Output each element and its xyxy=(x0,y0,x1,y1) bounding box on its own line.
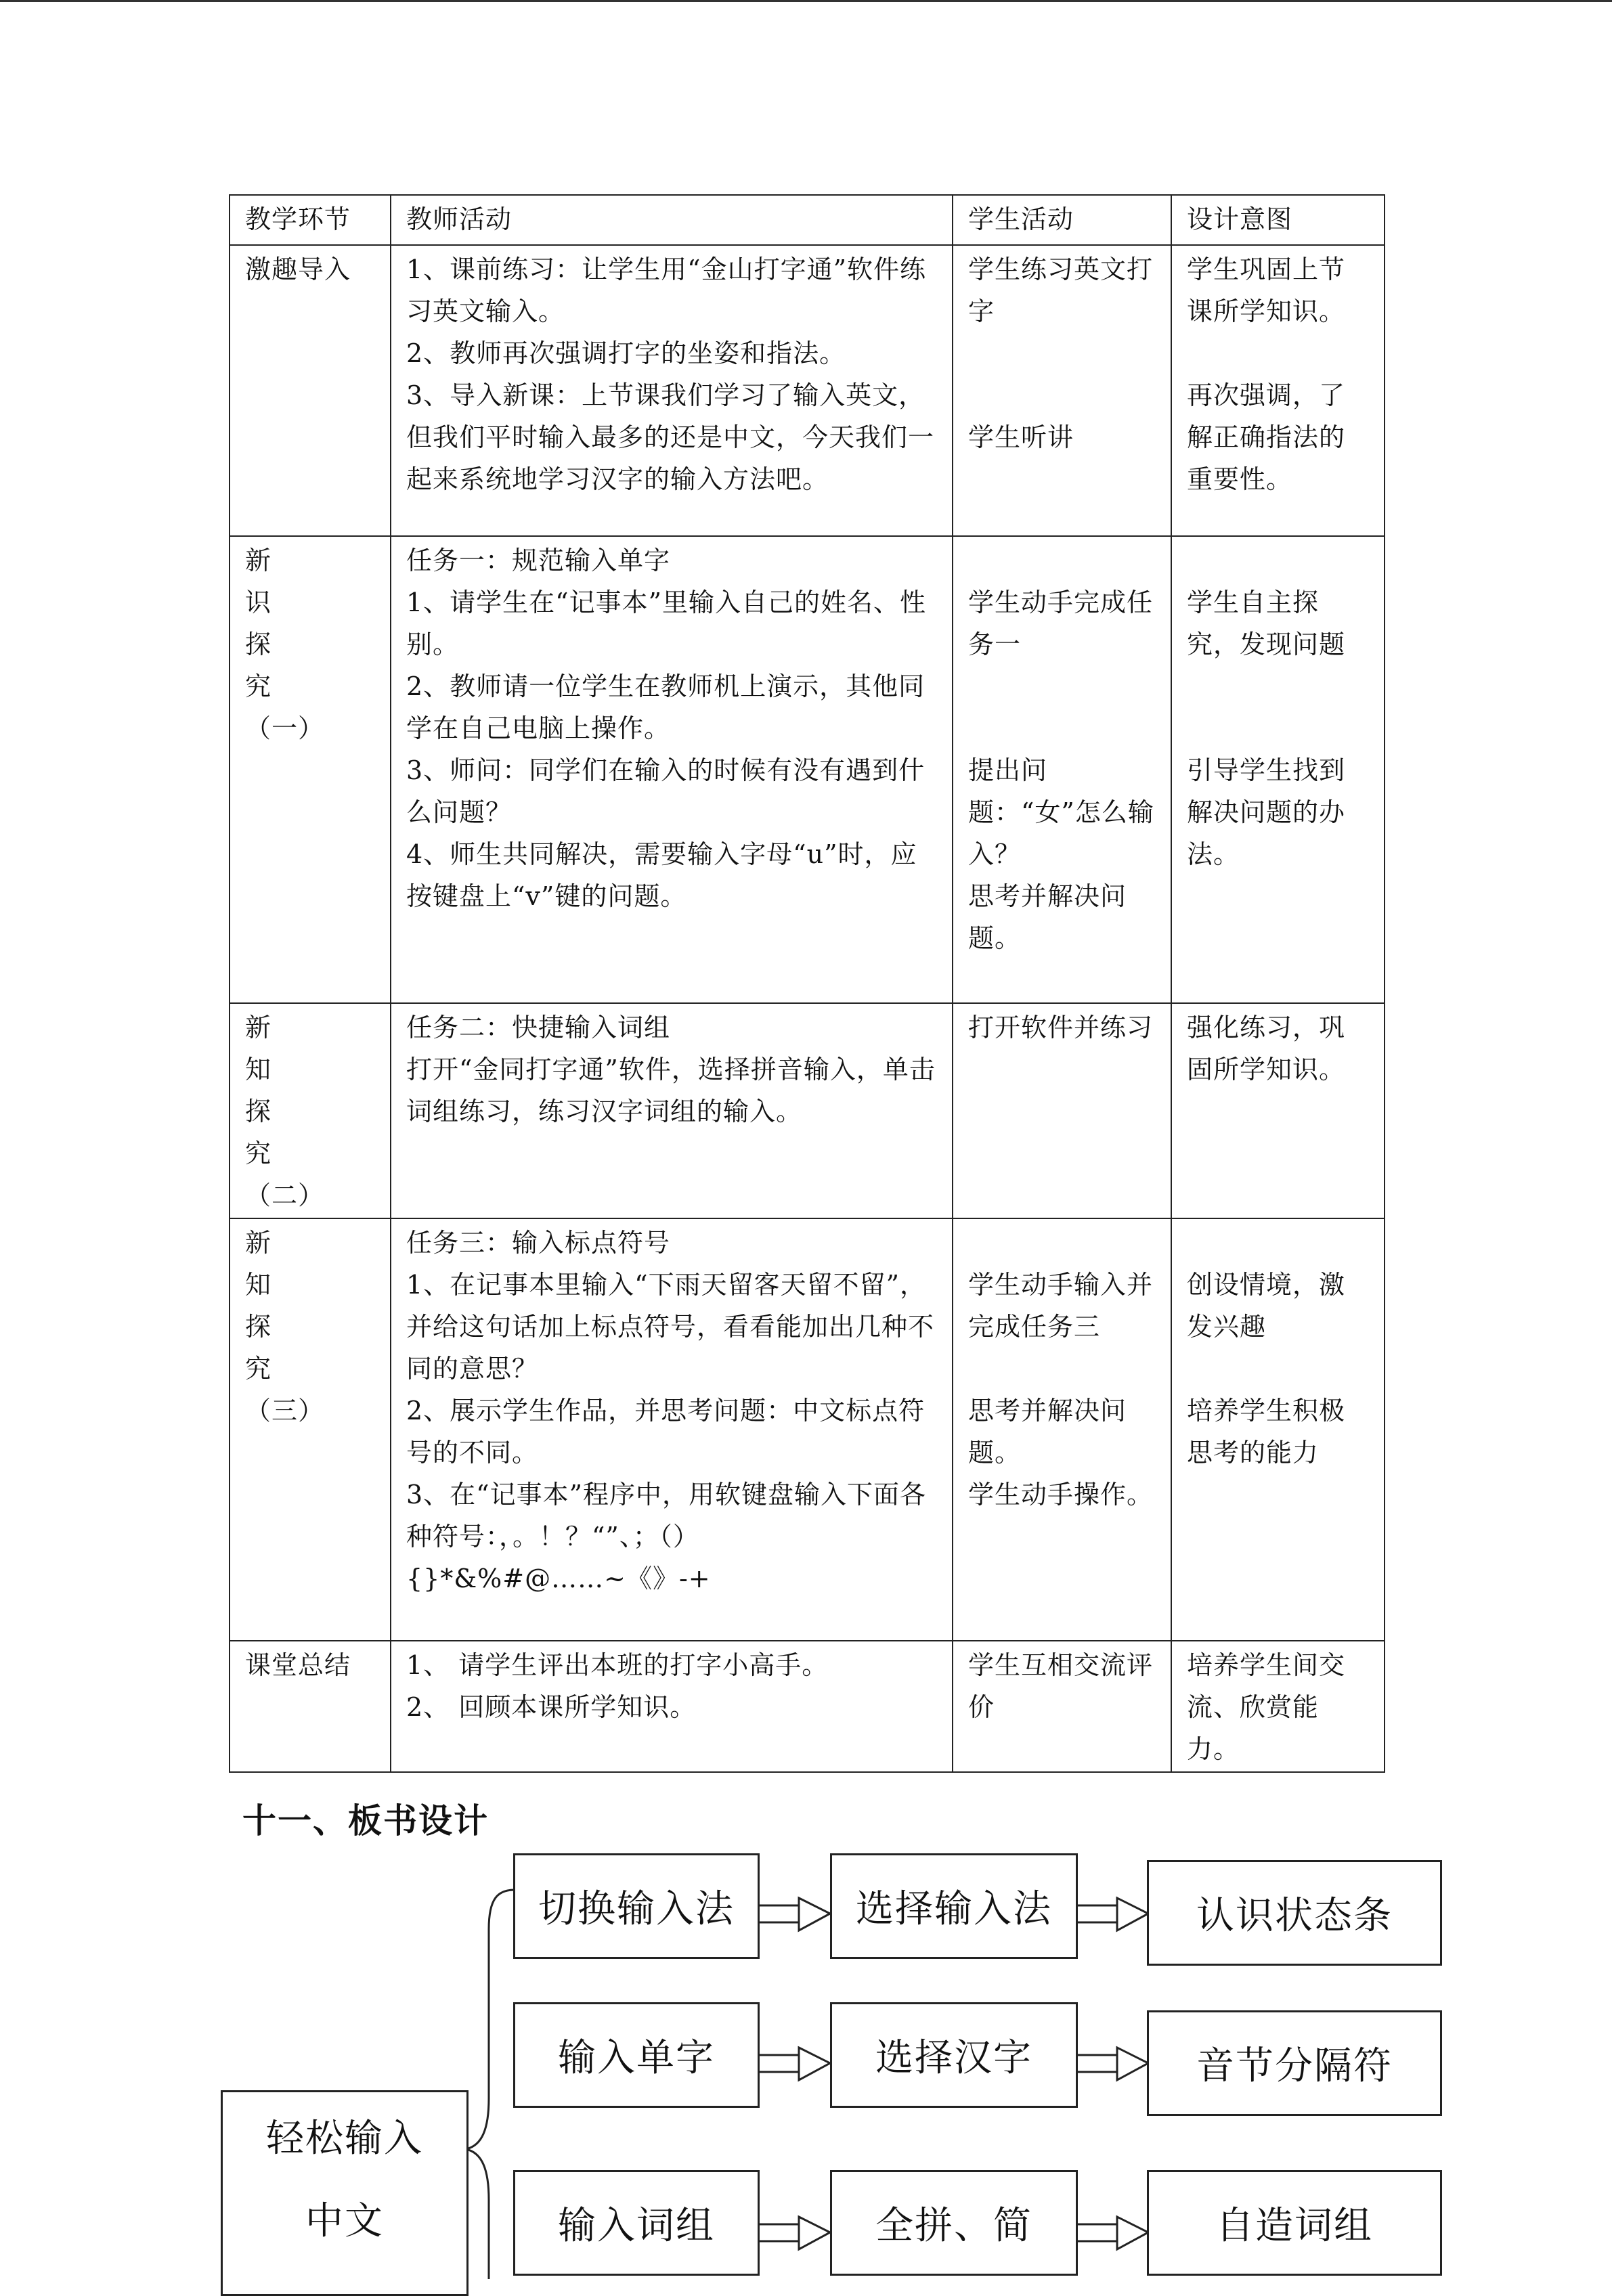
intent-item: 学生自主探究，发现问题 xyxy=(1187,588,1346,659)
student-item: 思考并解决问题。 xyxy=(968,1396,1127,1467)
step-box: 切换输入法 xyxy=(513,1853,760,1959)
table-row xyxy=(230,1218,1385,1641)
board-design-diagram xyxy=(0,1828,1612,2279)
intent-cell xyxy=(1171,1218,1385,1641)
root-line: 轻松输入 xyxy=(266,2117,423,2161)
teacher-item: 2、展示学生作品，并思考问题：中文标点符号的不同。 xyxy=(406,1396,925,1467)
teacher-item: 3、师问：同学们在输入的时候有没有遇到什么问题？ xyxy=(406,755,925,827)
double-arrow xyxy=(757,2048,830,2080)
intent-item: 培养学生积极思考的能力 xyxy=(1187,1396,1346,1467)
intent-item: 再次强调，了解正确指法的重要性。 xyxy=(1187,380,1346,494)
teacher-item: {}*&%#@……~《》-+ xyxy=(406,1564,711,1593)
double-arrow xyxy=(1075,1898,1148,1930)
student-cell xyxy=(953,245,1171,536)
teacher-item: 1、 请学生评出本班的打字小高手。 xyxy=(406,1650,829,1680)
intent-cell xyxy=(1171,245,1385,536)
stage-char: 究 xyxy=(245,1139,272,1168)
double-arrow xyxy=(757,1898,830,1930)
student-item: 学生动手输入并完成任务三 xyxy=(968,1270,1154,1342)
lesson-plan-table xyxy=(229,194,1385,1773)
stage-char: 知 xyxy=(245,1270,272,1300)
table-header-row xyxy=(230,195,1385,245)
teacher-item: 任务三：输入标点符号 xyxy=(406,1228,671,1258)
stage-char: （一） xyxy=(245,713,325,743)
student-cell xyxy=(953,1641,1171,1772)
step-box: 全拼、简 xyxy=(830,2170,1078,2276)
student-item: 学生动手完成任务一 xyxy=(968,588,1154,659)
student-item: 学生听讲 xyxy=(968,422,1074,452)
table-row xyxy=(230,245,1385,536)
stage-cell xyxy=(230,1218,391,1641)
teacher-item: 1、请学生在“记事本”里输入自己的姓名、性别。 xyxy=(406,588,927,659)
section-title: 十一、板书设计 xyxy=(242,1801,489,1840)
stage-char: 新 xyxy=(245,1228,272,1258)
intent-item: 培养学生间交流、欣赏能力。 xyxy=(1187,1650,1346,1764)
step-box: 输入单字 xyxy=(513,2002,760,2108)
step-box: 自造词组 xyxy=(1147,2170,1442,2276)
teacher-item: 任务一：规范输入单字 xyxy=(406,546,671,575)
teacher-item: 1、在记事本里输入“下雨天留客天留不留”，并给这句话加上标点符号，看看能加出几种不同的意思？ xyxy=(406,1270,935,1384)
intent-cell xyxy=(1171,1641,1385,1772)
teacher-item: 任务二：快捷输入词组 xyxy=(406,1013,671,1042)
stage-char: 新 xyxy=(245,1013,272,1042)
teacher-item: 1、课前练习：让学生用“金山打字通”软件练习英文输入。 xyxy=(406,255,927,326)
header-intent: 设计意图 xyxy=(1171,195,1385,245)
student-cell xyxy=(953,1003,1171,1218)
stage-char: （三） xyxy=(245,1396,325,1426)
header-stage: 教学环节 xyxy=(230,195,391,245)
teacher-cell xyxy=(391,1218,953,1641)
stage-cell: 课堂总结 xyxy=(230,1641,391,1772)
page-top-rule xyxy=(0,0,1612,2)
root-line: 中文 xyxy=(305,2199,384,2243)
step-box: 选择输入法 xyxy=(830,1853,1078,1959)
student-item: 学生练习英文打字 xyxy=(968,255,1154,326)
stage-char: 新 xyxy=(245,546,272,575)
stage-char: （二） xyxy=(245,1180,325,1210)
brace-bottom xyxy=(466,2149,489,2279)
stage-char: 探 xyxy=(245,630,272,659)
stage-cell xyxy=(230,536,391,1003)
root-box xyxy=(221,2090,469,2296)
stage-char: 究 xyxy=(245,671,272,701)
stage-char: 知 xyxy=(245,1055,272,1084)
header-student: 学生活动 xyxy=(953,195,1171,245)
teacher-cell xyxy=(391,536,953,1003)
step-box: 音节分隔符 xyxy=(1147,2010,1442,2116)
intent-item: 创设情境，激发兴趣 xyxy=(1187,1270,1346,1342)
stage-cell: 激趣导入 xyxy=(230,245,391,536)
intent-item: 学生巩固上节课所学知识。 xyxy=(1187,255,1346,326)
student-item: 打开软件并练习 xyxy=(968,1013,1154,1042)
stage-char: 究 xyxy=(245,1354,272,1384)
stage-char: 探 xyxy=(245,1097,272,1126)
stage-char: 识 xyxy=(245,588,272,617)
header-teacher: 教师活动 xyxy=(391,195,953,245)
teacher-item: 2、教师请一位学生在教师机上演示，其他同学在自己电脑上操作。 xyxy=(406,671,925,743)
student-item: 思考并解决问题。 xyxy=(968,881,1127,953)
student-cell xyxy=(953,536,1171,1003)
stage-char: 探 xyxy=(245,1312,272,1342)
intent-cell xyxy=(1171,536,1385,1003)
step-box: 认识状态条 xyxy=(1147,1860,1442,1966)
intent-item: 强化练习，巩固所学知识。 xyxy=(1187,1013,1346,1084)
teacher-cell xyxy=(391,1003,953,1218)
teacher-item: 2、教师再次强调打字的坐姿和指法。 xyxy=(406,338,846,368)
table-row xyxy=(230,1641,1385,1772)
teacher-item: 打开“金同打字通”软件，选择拼音输入，单击词组练习，练习汉字词组的输入。 xyxy=(406,1055,936,1126)
brace-top xyxy=(466,1890,515,2149)
double-arrow xyxy=(757,2217,830,2249)
student-item: 学生动手操作。 xyxy=(968,1480,1154,1509)
intent-item: 引导学生找到解决问题的办法。 xyxy=(1187,755,1346,869)
intent-cell xyxy=(1171,1003,1385,1218)
step-box: 输入词组 xyxy=(513,2170,760,2276)
teacher-item: 3、导入新课：上节课我们学习了输入英文，但我们平时输入最多的还是中文，今天我们一起来系统地学习汉字的输入方法吧。 xyxy=(406,380,935,494)
table-row xyxy=(230,536,1385,1003)
double-arrow xyxy=(1075,2048,1148,2080)
teacher-cell xyxy=(391,1641,953,1772)
table-row xyxy=(230,1003,1385,1218)
student-item: 学生互相交流评价 xyxy=(968,1650,1154,1722)
student-cell xyxy=(953,1218,1171,1641)
teacher-item: 3、在“记事本”程序中，用软键盘输入下面各种符号：，。！？“”、；（） xyxy=(406,1480,927,1551)
student-item: 提出问题：“女”怎么输入？ xyxy=(968,755,1154,869)
teacher-item: 2、 回顾本课所学知识。 xyxy=(406,1692,697,1722)
double-arrow xyxy=(1075,2217,1148,2249)
step-box: 选择汉字 xyxy=(830,2002,1078,2108)
teacher-item: 4、师生共同解决，需要输入字母“u”时，应按键盘上“v”键的问题。 xyxy=(406,839,917,911)
stage-cell xyxy=(230,1003,391,1218)
teacher-cell xyxy=(391,245,953,536)
